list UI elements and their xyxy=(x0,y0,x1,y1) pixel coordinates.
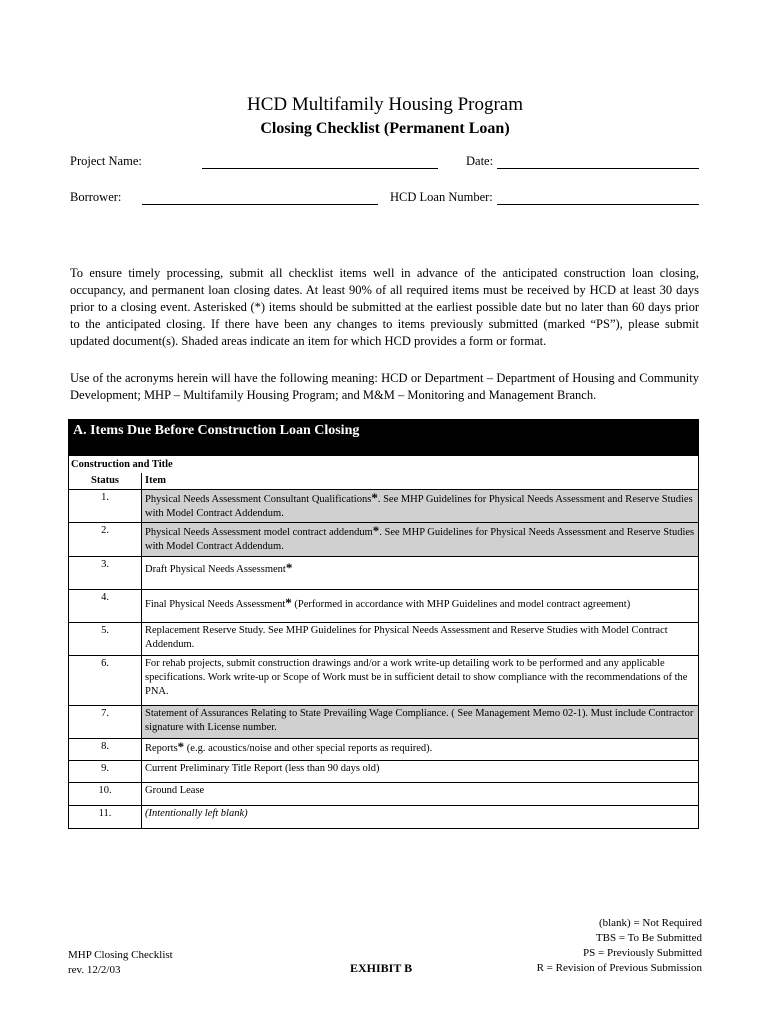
row-number[interactable]: 3. xyxy=(69,557,142,590)
row-item-note: (Performed in accordance with MHP Guidelines and model contract agreement) xyxy=(291,599,631,610)
row-number[interactable]: 1. xyxy=(69,490,142,523)
asterisk: * xyxy=(371,490,378,505)
document-subtitle: Closing Checklist (Permanent Loan) xyxy=(260,120,510,137)
row-item-text: For rehab projects, submit construction drawings and/or a work write-up detailing work to be performed and any applicable specifications. Work write-up or Scope of Work must be in sufficient detail to show compliance with the recommendations of the PNA. xyxy=(145,658,688,697)
row-item-text: Replacement Reserve Study. See MHP Guidelines for Physical Needs Assessment and Reserve Studies with Model Contract Addendum. xyxy=(145,625,668,650)
row-number[interactable]: 7. xyxy=(69,706,142,739)
table-row xyxy=(69,523,699,557)
footer-doc-name: MHP Closing Checklist xyxy=(68,949,173,961)
document-title: HCD Multifamily Housing Program xyxy=(246,94,524,115)
row-number[interactable]: 4. xyxy=(69,590,142,623)
row-number[interactable]: 10. xyxy=(69,783,142,806)
row-item-text: Ground Lease xyxy=(145,785,205,796)
status-legend xyxy=(537,916,702,976)
exhibit-label: EXHIBIT B xyxy=(350,961,413,975)
row-number[interactable]: 11. xyxy=(69,806,142,829)
table-row xyxy=(69,806,699,829)
date-label: Date: xyxy=(466,154,494,168)
row-item-text: Draft Physical Needs Assessment xyxy=(145,564,286,575)
asterisk: * xyxy=(177,739,185,754)
footer-revision: rev. 12/2/03 xyxy=(68,964,121,976)
table-row xyxy=(69,557,699,590)
table-row xyxy=(69,623,699,656)
asterisk: * xyxy=(372,523,380,538)
asterisk: * xyxy=(285,595,292,610)
checklist-table xyxy=(68,455,699,829)
row-number[interactable]: 8. xyxy=(69,739,142,761)
table-row xyxy=(69,656,699,706)
legend-item: (blank) = Not Required xyxy=(598,917,702,929)
row-item-text: Current Preliminary Title Report (less than 90 days old) xyxy=(145,763,380,774)
loan-number-field[interactable] xyxy=(497,204,699,205)
row-item-text: Physical Needs Assessment model contract addendum xyxy=(145,527,373,538)
row-number[interactable]: 9. xyxy=(69,761,142,783)
legend-item: R = Revision of Previous Submission xyxy=(536,962,702,974)
legend-item: TBS = To Be Submitted xyxy=(595,932,702,944)
acronyms-paragraph: Use of the acronyms herein will have the following meaning: HCD or Department – Department of Housing and Community Development; MHP – Multifamily Housing Program; and M&M – Monitoring and Management Branch. xyxy=(70,371,699,402)
legend-item: PS = Previously Submitted xyxy=(583,947,702,959)
borrower-field[interactable] xyxy=(142,204,378,205)
row-number[interactable]: 6. xyxy=(69,656,142,706)
asterisk: * xyxy=(285,560,293,575)
row-item-text: Final Physical Needs Assessment xyxy=(145,599,286,610)
table-row xyxy=(69,783,699,806)
row-item-text: Statement of Assurances Relating to State Prevailing Wage Compliance. ( See Management Memo 02-1). Must include Contractor signature with License number. xyxy=(145,708,694,733)
row-number[interactable]: 2. xyxy=(69,523,142,557)
item-column-header: Item xyxy=(142,473,699,490)
project-name-label: Project Name: xyxy=(70,154,142,168)
row-item-text: Physical Needs Assessment Consultant Qualifications xyxy=(145,494,372,505)
borrower-label: Borrower: xyxy=(70,190,122,204)
table-row xyxy=(69,739,699,761)
row-item-text: (Intentionally left blank) xyxy=(145,808,248,819)
table-row xyxy=(69,590,699,623)
row-item-note: . See MHP Guidelines for Physical Needs Assessment and Reserve Studies with Model Contract Addendum. xyxy=(145,494,693,519)
section-a-heading: A. Items Due Before Construction Loan Closing xyxy=(68,419,699,455)
status-column-header: Status xyxy=(69,473,142,490)
loan-number-label: HCD Loan Number: xyxy=(390,190,493,204)
row-item-note: . See MHP Guidelines for Physical Needs Assessment and Reserve Studies with Model Contract Addendum. xyxy=(145,527,695,552)
row-number[interactable]: 5. xyxy=(69,623,142,656)
table-row xyxy=(69,761,699,783)
group-heading: Construction and Title xyxy=(69,456,699,474)
row-item-note: (e.g. acoustics/noise and other special reports as required). xyxy=(184,743,433,754)
intro-paragraph: To ensure timely processing, submit all checklist items well in advance of the anticipated construction loan closing, occupancy, and permanent loan closing dates. At least 90% of all required items must be received by HCD at least 30 days prior to a closing event. Asterisked (*) items should be submitted at the earliest possible date but no later than 60 days prior to the anticipated closing. If there have been any changes to items previously submitted (marked “PS”), please submit updated document(s). Shaded areas indicate an item for which HCD provides a form or format. xyxy=(70,266,699,348)
date-field[interactable] xyxy=(497,168,699,169)
table-row xyxy=(69,706,699,739)
table-row xyxy=(69,490,699,523)
project-name-field[interactable] xyxy=(202,168,438,169)
row-item-text: Reports xyxy=(145,743,178,754)
